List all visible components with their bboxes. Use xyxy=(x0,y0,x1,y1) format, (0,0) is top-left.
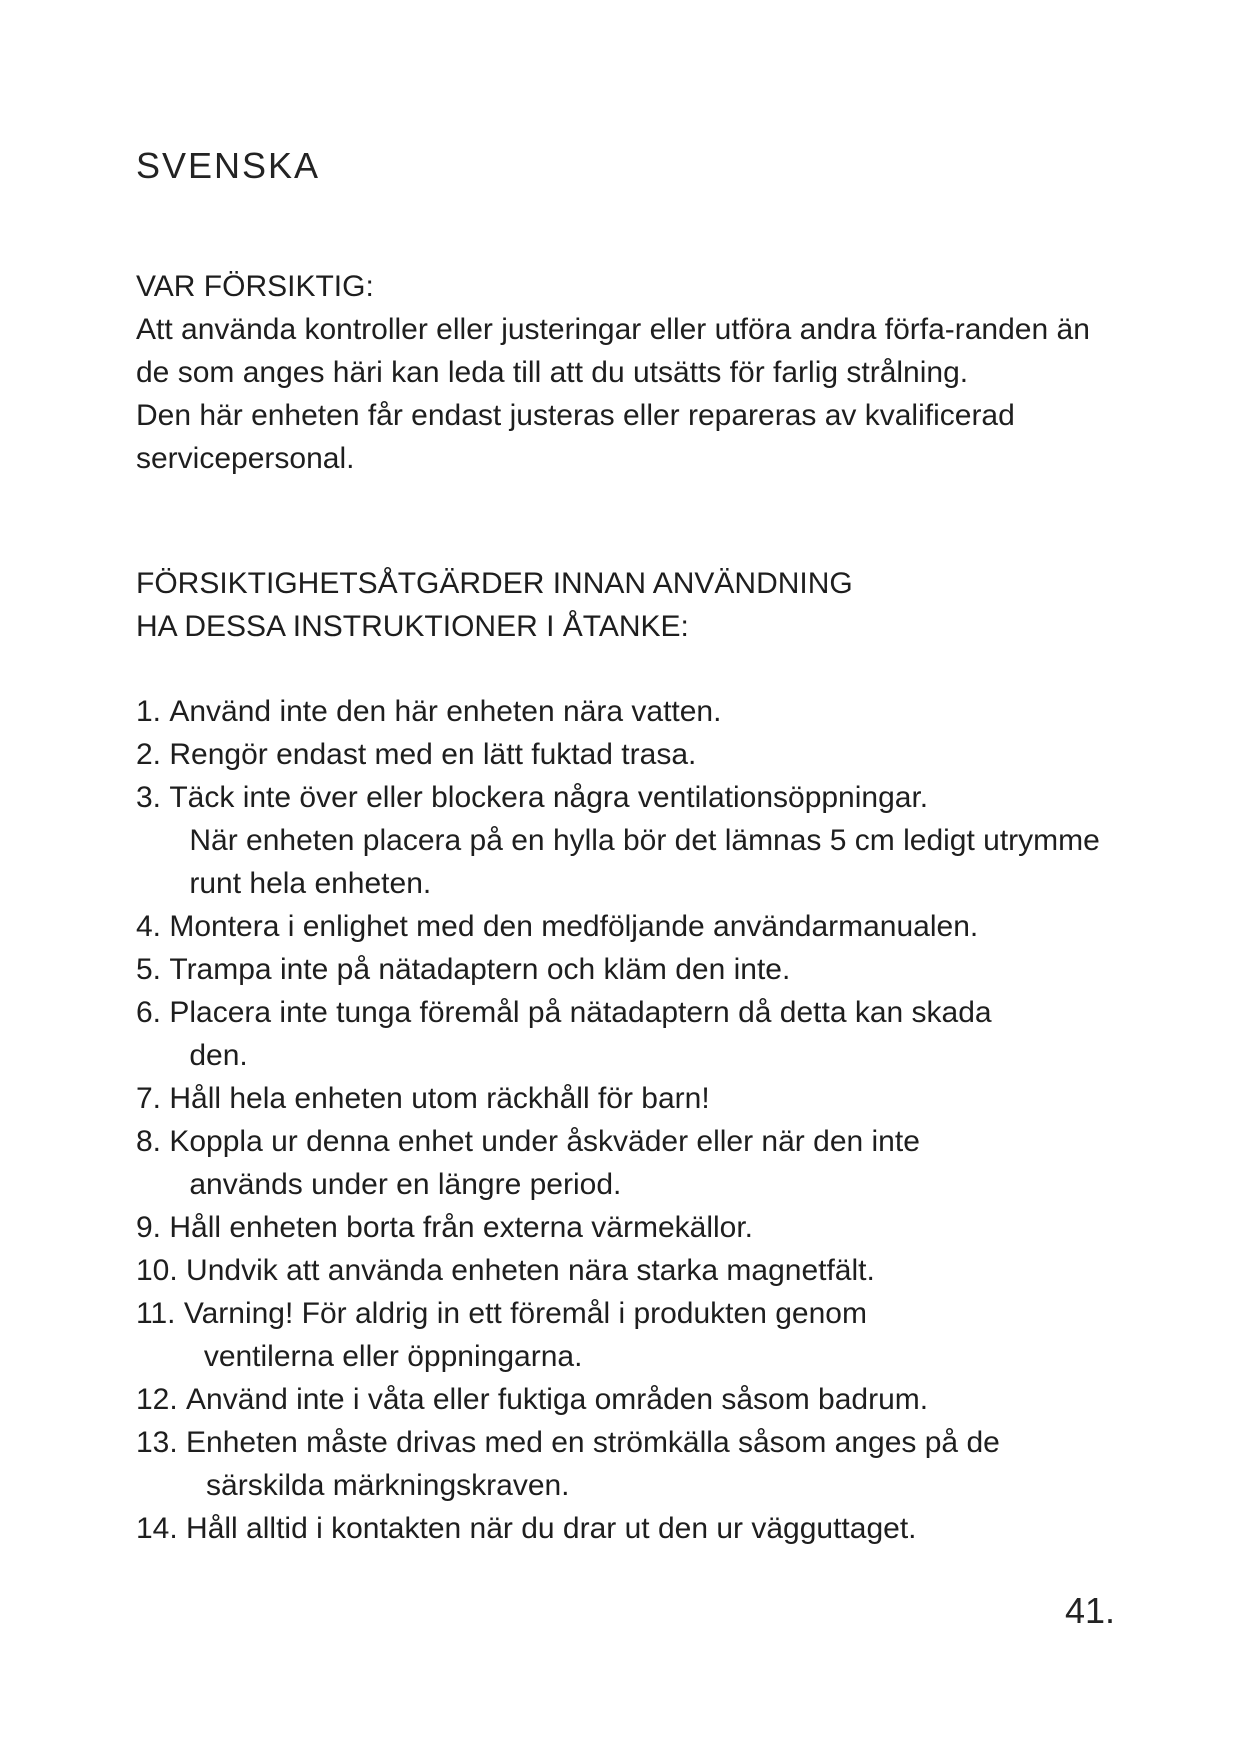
list-item-number: 3. xyxy=(136,781,170,814)
list-item-number: 7. xyxy=(136,1082,170,1115)
list-item-text: Rengör endast med en lätt fuktad trasa. xyxy=(169,738,697,771)
list-item xyxy=(136,1249,1126,1292)
list-item-number: 5. xyxy=(136,953,170,986)
list-item-text: Placera inte tunga föremål på nätadaptern då detta kan skada xyxy=(169,996,992,1029)
list-item xyxy=(136,733,1126,776)
list-item-number: 13. xyxy=(136,1426,187,1459)
instruction-list xyxy=(136,690,1126,1550)
list-item xyxy=(136,1421,1126,1507)
precautions-subheading: HA DESSA INSTRUKTIONER I ÅTANKE: xyxy=(136,610,689,643)
warning-heading: VAR FÖRSIKTIG: xyxy=(136,270,374,303)
list-item-continuation: särskilda märkningskraven. xyxy=(206,1469,570,1502)
list-item-text: Trampa inte på nätadaptern och kläm den inte. xyxy=(169,953,791,986)
list-item-text: Varning! För aldrig in ett föremål i produkten genom xyxy=(183,1297,867,1330)
list-item xyxy=(136,1120,1126,1206)
warning-paragraph-2: Den här enheten får endast justeras eller repareras av kvalificerad servicepersonal. xyxy=(136,399,1015,475)
list-item-text: Håll hela enheten utom räckhåll för barn! xyxy=(169,1082,710,1115)
list-item-number: 9. xyxy=(136,1211,170,1244)
page-number: 41. xyxy=(1064,1590,1115,1631)
list-item xyxy=(136,905,1126,948)
section-title: SVENSKA xyxy=(136,145,321,186)
list-item-continuation: används under en längre period. xyxy=(189,1168,622,1201)
list-item xyxy=(136,776,1126,905)
list-item-number: 10. xyxy=(136,1254,187,1287)
warning-paragraph-1: Att använda kontroller eller justeringar eller utföra andra förfa-randen än de som anges häri kan leda till att du utsätts för farlig strålning. xyxy=(136,313,1090,389)
list-item xyxy=(136,1507,1126,1550)
list-item-text: Undvik att använda enheten nära starka magnetfält. xyxy=(186,1254,875,1287)
list-item xyxy=(136,1292,1126,1378)
list-item-number: 1. xyxy=(136,695,170,728)
list-item xyxy=(136,1077,1126,1120)
list-item-text: Enheten måste drivas med en strömkälla såsom anges på de xyxy=(186,1426,1000,1459)
warning-block xyxy=(136,265,1116,480)
list-item-text: Täck inte över eller blockera några ventilationsöppningar. xyxy=(169,781,929,814)
list-item-number: 8. xyxy=(136,1125,170,1158)
list-item-text: Använd inte i våta eller fuktiga områden såsom badrum. xyxy=(186,1383,929,1416)
list-item-continuation: ventilerna eller öppningarna. xyxy=(203,1340,583,1373)
list-item-number: 4. xyxy=(136,910,170,943)
list-item xyxy=(136,1206,1126,1249)
list-item-number: 6. xyxy=(136,996,170,1029)
list-item-text: Montera i enlighet med den medföljande användarmanualen. xyxy=(169,910,979,943)
list-item-number: 11. xyxy=(136,1297,184,1330)
list-item xyxy=(136,948,1126,991)
list-item-number: 12. xyxy=(136,1383,187,1416)
list-item xyxy=(136,690,1126,733)
precautions-heading: FÖRSIKTIGHETSÅTGÄRDER INNAN ANVÄNDNING xyxy=(136,567,853,600)
list-item-text: Håll enheten borta från externa värmekällor. xyxy=(169,1211,754,1244)
list-item xyxy=(136,1378,1126,1421)
precautions-heading-block xyxy=(136,562,853,648)
list-item-text: Använd inte den här enheten nära vatten. xyxy=(169,695,722,728)
list-item-text: Koppla ur denna enhet under åskväder eller när den inte xyxy=(169,1125,920,1158)
list-item-continuation: När enheten placera på en hylla bör det lämnas 5 cm ledigt utrymme runt hela enheten. xyxy=(189,824,1100,900)
list-item-text: Håll alltid i kontakten när du drar ut den ur vägguttaget. xyxy=(186,1512,917,1545)
list-item-number: 2. xyxy=(136,738,170,771)
list-item-continuation: den. xyxy=(189,1039,248,1072)
list-item xyxy=(136,991,1126,1077)
list-item-number: 14. xyxy=(136,1512,187,1545)
